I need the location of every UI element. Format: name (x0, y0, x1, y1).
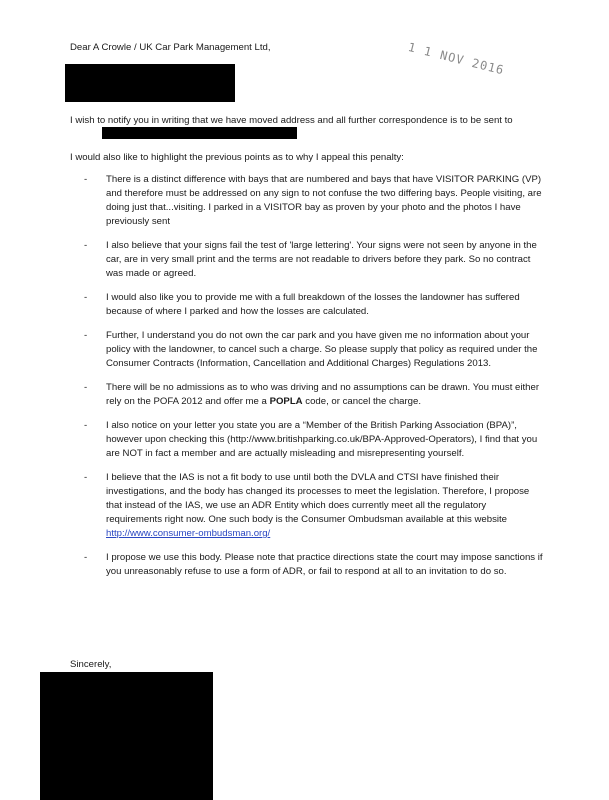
list-item (84, 381, 544, 409)
point-text: There is a distinct difference with bays that are numbered and bays that have VISITOR PARKING (VP) and therefore must be addressed on any sign to not confuse the two differing bays. People visiting, are doing just that...visiting. I parked in a VISITOR bay as proven by your photo and the photos I have previously sent (106, 174, 542, 227)
point-text: I propose we use this body. Please note that practice directions state the court may impose sanctions if you unreasonably refuse to use a form of ADR, or fail to respond at all to an invitation to do so. (106, 552, 543, 577)
list-item (84, 551, 544, 579)
redacted-address-block (65, 64, 235, 102)
dash-bullet: - (84, 420, 88, 431)
redacted-new-address (102, 127, 297, 139)
appeal-points-list (84, 173, 544, 589)
list-item (84, 173, 544, 229)
dash-bullet: - (84, 174, 88, 185)
point-text: I would also like you to provide me with a full breakdown of the losses the landowner has suffered because of where I parked and how the losses are calculated. (106, 292, 520, 317)
intro-text: I wish to notify you in writing that we have moved address and all further correspondence is to be sent to (70, 115, 513, 126)
point-text: I also notice on your letter you state you are a “Member of the British Parking Association (BPA)”, however upon checking this (http://www.britishparking.co.uk/BPA-Approved-Operators), I find that you are NOT in fact a member and are actually misleading and misrepresenting yourself. (106, 420, 538, 459)
dash-bullet: - (84, 552, 88, 563)
list-item (84, 419, 544, 461)
popla-bold: POPLA (269, 396, 303, 407)
salutation: Dear A Crowle / UK Car Park Management Ltd, (70, 42, 271, 53)
point-text-after: code, or cancel the charge. (302, 396, 422, 407)
list-item (84, 291, 544, 319)
dash-bullet: - (84, 472, 88, 483)
dash-bullet: - (84, 240, 88, 251)
closing: Sincerely, (70, 659, 112, 670)
intro-paragraph (70, 115, 540, 128)
list-item (84, 471, 544, 541)
redacted-signature (40, 672, 213, 800)
point-text-before: I believe that the IAS is not a fit body to use until both the DVLA and CTSI have finished their investigations, and the body has changed its processes to meet the legislation. Therefore, I propose that instead of the IAS, we use an ADR Entity which does currently meet all the regulatory requirements right now. One such body is the Consumer Ombudsman available at this website (106, 472, 530, 525)
consumer-ombudsman-link[interactable]: http://www.consumer-ombudsman.org/ (106, 528, 271, 539)
point-text-before: There will be no admissions as to who was driving and no assumptions can be drawn. You must either rely on the POFA 2012 and offer me a (106, 382, 540, 407)
appeal-intro: I would also like to highlight the previous points as to why I appeal this penalty: (70, 152, 404, 163)
date-stamp: 1 1 NOV 2016 (406, 40, 506, 78)
list-item (84, 329, 544, 371)
dash-bullet: - (84, 330, 88, 341)
point-text: Further, I understand you do not own the car park and you have given me no information about your policy with the landowner, to cancel such a charge. So please supply that policy as required under the Consumer Contracts (Information, Cancellation and Additional Charges) Regulations 2013. (106, 330, 538, 369)
list-item (84, 239, 544, 281)
dash-bullet: - (84, 292, 88, 303)
dash-bullet: - (84, 382, 88, 393)
point-text: I also believe that your signs fail the test of 'large lettering'. Your signs were not seen by anyone in the car, are in very small print and the terms are not readable to drivers before they park. So no contract was made or agreed. (106, 240, 537, 279)
